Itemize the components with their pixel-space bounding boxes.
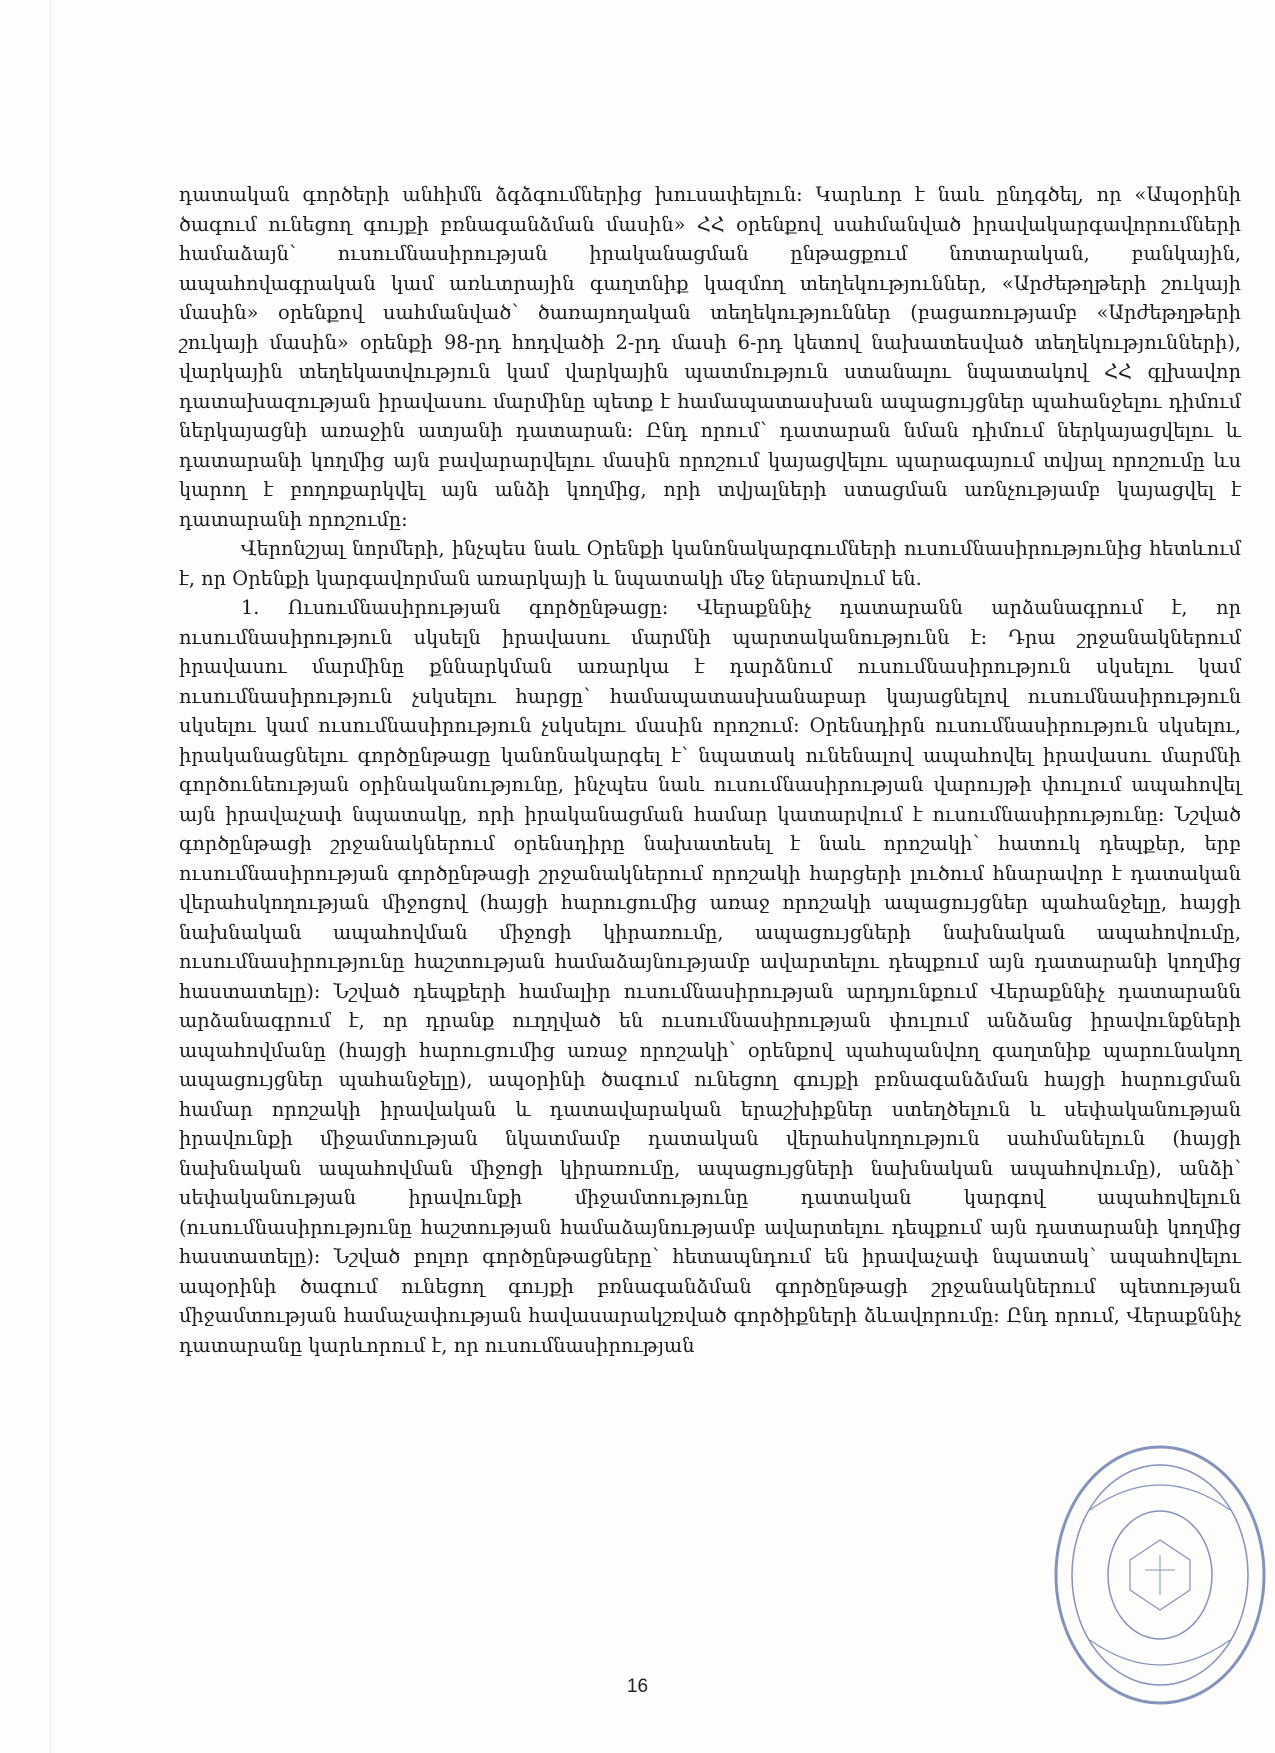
paragraph-2: Վերոնշյալ նորմերի, ինչպես նաև Օրենքի կանոնակարգումների ուսումնասիրությունից հետևում է, որ Օրենքի կարգավորման առարկայի և նպատակի մեջ ներառվում են.: [179, 537, 1241, 590]
body-text: [179, 180, 1241, 1360]
paragraph-3: 1. Ուսումնասիրության գործընթացը: Վերաքննիչ դատարանն արձանագրում է, որ ուսումնասիրություն սկսելն իրավասու մարմնի պարտականությունն է: Դրա շրջանակներում իրավասու մարմինը քննարկման առարկա է դարձնում ուսումնասիրություն սկսելու կամ ուսումնասիրություն չսկսելու հարցը՝ համապատասխանաբար կայացնելով ուսումնասիրություն սկսելու կամ ուսումնասիրություն չսկսելու մասին որոշում: Օրենսդիրն ուսումնասիրություն սկսելու, իրականացնելու գործընթացը կանոնակարգել է՝ նպատակ ունենալով ապահովել իրավասու մարմնի գործունեության օրինականությունը, ինչպես նաև ուսումնասիրության վարույթի փուլում ապահովել այն իրավաչափ նպատակը, որի իրականացման համար կատարվում է ուսումնասիրությունը: Նշված գործընթացի շրջանակներում օրենսդիրը նախատեսել է նաև որոշակի՝ հատուկ դեպքեր, երբ ուսումնասիրության գործընթացի շրջանակներում որոշակի հարցերի լուծում հնարավոր է դատական վերահսկողության միջոցով (հայցի հարուցումից առաջ որոշակի ապացույցներ պահանջելը, հայցի նախնական ապահովման միջոցի կիրառումը, ապացույցների նախնական ապահովումը, ուսումնասիրությունը հաշտության համաձայնությամբ ավարտելու դեպքում այն դատարանի կողմից հաստատելը): Նշված դեպքերի համալիր ուսումնասիրության արդյունքում Վերաքննիչ դատարանն արձանագրում է, որ դրանք ուղղված են ուսումնասիրության փուլում անձանց իրավունքների ապահովմանը (հայցի հարուցումից առաջ որոշակի՝ օրենքով պահպանվող գաղտնիք պարունակող ապացույցներ պահանջելը), ապօրինի ծագում ունեցող գույքի բռնագանձման հայցի հարուցման համար որոշակի իրավական և դատավարական երաշխիքներ ստեղծելուն և սեփականության իրավունքի միջամտության նկատմամբ դատական վերահսկողություն սահմանելուն (հայցի նախնական ապահովման միջոցի կիրառումը, ապացույցների նախնական ապահովումը), անձի՝ սեփականության իրավունքի միջամտությունը դատական կարգով ապահովելուն (ուսումնասիրությունը հաշտության համաձայնությամբ ավարտելու դեպքում այն դատարանի կողմից հաստատելը): Նշված բոլոր գործընթացները՝ հետապնդում են իրավաչափ նպատակ՝ ապահովելու ապօրինի ծագում ունեցող գույքի բռնագանձման գործընթացի շրջանակներում պետության միջամտության համաչափության հավասարակշռված գործիքների ձևավորումը: Ընդ որում, Վերաքննիչ դատարանը կարևորում է, որ ուսումնասիրության: [179, 596, 1241, 1357]
scan-margin-line: [50, 0, 51, 1753]
paragraph-1: դատական գործերի անհիմն ձգձգումներից խուսափելուն: Կարևոր է նաև ընդգծել, որ «Ապօրինի ծագում ունեցող գույքի բռնագանձման մասին» ՀՀ օրենքով սահմանված իրավակարգավորումների համաձայն՝ ուսումնասիրության իրականացման ընթացքում նոտարական, բանկային, ապահովագրական կամ առևտրային գաղտնիք կազմող տեղեկություններ, «Արժեթղթերի շուկայի մասին» օրենքով սահմանված՝ ծառայողական տեղեկություններ (բացառությամբ «Արժեթղթերի շուկայի մասին» օրենքի 98-րդ հոդվածի 2-րդ մասի 6-րդ կետով նախատեսված տեղեկությունների), վարկային տեղեկատվություն կամ վարկային պատմություն ստանալու նպատակով ՀՀ գլխավոր դատախազության իրավասու մարմինը պետք է համապատասխան ապացույցներ պահանջելու դիմում ներկայացնի առաջին ատյանի դատարան: Ընդ որում՝ դատարան նման դիմում ներկայացվելու և դատարանի կողմից այն բավարարվելու մասին որոշում կայացվելու պարագայում տվյալ որոշումը ևս կարող է բողոքարկվել այն անձի կողմից, որի տվյալների ստացման առնչությամբ կայացվել է դատարանի որոշումը:: [179, 183, 1241, 531]
official-seal-stamp: [1050, 1440, 1270, 1710]
page-number: 16: [626, 1676, 649, 1697]
